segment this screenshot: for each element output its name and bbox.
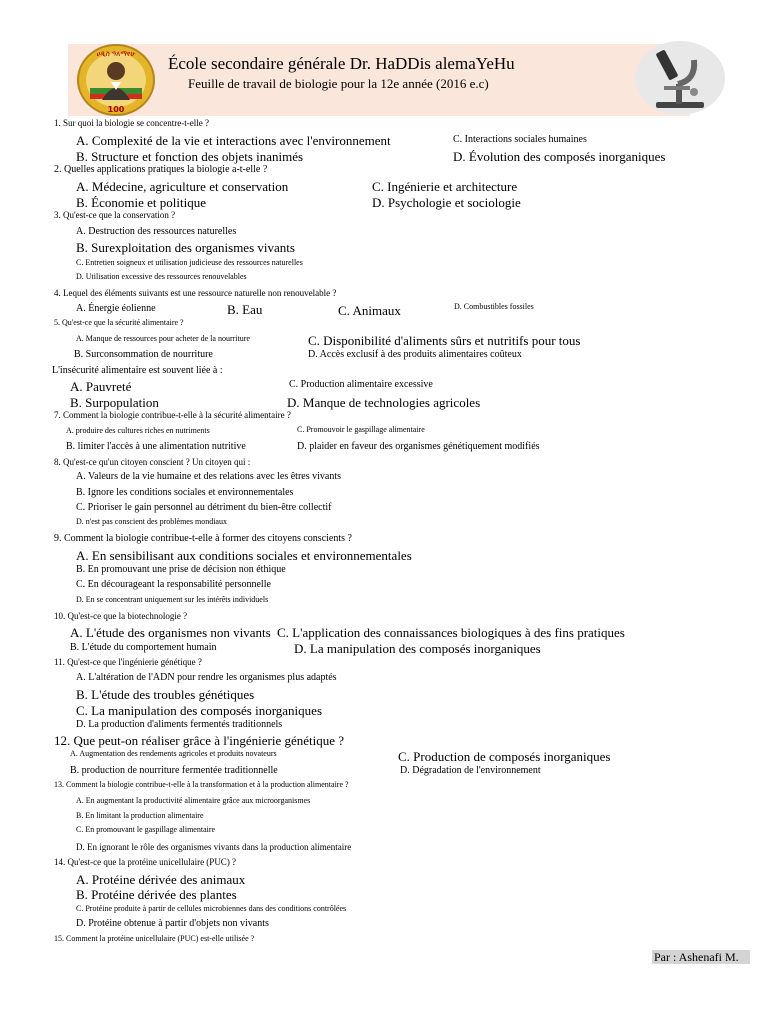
question-text: L'insécurité alimentaire est souvent liée à : <box>52 365 223 376</box>
answer-option: B. En limitant la production alimentaire <box>76 811 204 820</box>
answer-option: B. Surpopulation <box>70 395 159 410</box>
answer-option: C. En décourageant la responsabilité personnelle <box>76 579 271 590</box>
question-text: 12. Que peut-on réaliser grâce à l'ingénierie génétique ? <box>54 733 345 748</box>
answer-option: C. Protéine produite à partir de cellules microbiennes dans des conditions contrôlées <box>76 904 347 913</box>
answer-option: B. L'étude des troubles génétiques <box>76 687 255 702</box>
answer-option: A. L'altération de l'ADN pour rendre les organismes plus adaptés <box>76 672 337 683</box>
answer-option: A. En sensibilisant aux conditions sociales et environnementales <box>76 548 412 563</box>
answer-option: C. Entretien soigneux et utilisation judicieuse des ressources naturelles <box>76 258 303 267</box>
answer-option: B. L'étude du comportement humain <box>70 642 217 653</box>
answer-option: B. Économie et politique <box>76 195 206 210</box>
answer-option: D. Utilisation excessive des ressources renouvelables <box>76 272 247 281</box>
logo-top-text: ሀዲስ ዓለማየሁ <box>96 50 136 58</box>
question-text: 14. Qu'est-ce que la protéine unicellulaire (PUC) ? <box>54 857 237 867</box>
answer-option: D. La manipulation des composés inorganiques <box>294 641 541 656</box>
question-text: 3. Qu'est-ce que la conservation ? <box>54 210 176 220</box>
answer-option: A. Augmentation des rendements agricoles et produits novateurs <box>70 749 277 758</box>
answer-option: A. L'étude des organismes non vivants <box>70 625 271 640</box>
question-text: 4. Lequel des éléments suivants est une ressource naturelle non renouvelable ? <box>54 288 337 298</box>
answer-option: C. Ingénierie et architecture <box>372 179 518 194</box>
answer-option: B. Surexploitation des organismes vivants <box>76 240 295 255</box>
answer-option: C. Production alimentaire excessive <box>289 379 433 390</box>
microscope-icon <box>634 40 726 116</box>
answer-option: A. Manque de ressources pour acheter de la nourriture <box>76 334 250 343</box>
answer-option: D. En se concentrant uniquement sur les intérêts individuels <box>76 595 269 604</box>
question-text: 2. Quelles applications pratiques la biologie a-t-elle ? <box>54 164 268 175</box>
answer-option: C. Prioriser le gain personnel au détriment du bien-être collectif <box>76 502 332 513</box>
answer-option: C. Promouvoir le gaspillage alimentaire <box>297 425 425 434</box>
question-text: 1. Sur quoi la biologie se concentre-t-elle ? <box>54 118 209 128</box>
question-text: 10. Qu'est-ce que la biotechnologie ? <box>54 611 188 621</box>
question-text: 15. Comment la protéine unicellulaire (PUC) est-elle utilisée ? <box>54 934 255 943</box>
answer-option: D. plaider en faveur des organismes génétiquement modifiés <box>297 441 540 452</box>
answer-option: A. produire des cultures riches en nutriments <box>66 426 210 435</box>
answer-option: D. En ignorant le rôle des organismes vivants dans la production alimentaire <box>76 842 352 852</box>
answer-option: D. La production d'aliments fermentés traditionnels <box>76 719 283 730</box>
answer-option: D. Évolution des composés inorganiques <box>453 149 666 164</box>
answer-option: A. Complexité de la vie et interactions avec l'environnement <box>76 133 391 148</box>
school-logo <box>76 44 156 116</box>
school-title: École secondaire générale Dr. HaDDis alemaYeHu <box>168 54 515 73</box>
question-text: 9. Comment la biologie contribue-t-elle à former des citoyens conscients ? <box>54 533 352 544</box>
answer-option: A. Pauvreté <box>70 379 132 394</box>
worksheet-subtitle: Feuille de travail de biologie pour la 12e année (2016 e.c) <box>188 76 489 91</box>
answer-option: C. En promouvant le gaspillage alimentaire <box>76 825 216 834</box>
answer-option: D. n'est pas conscient des problèmes mondiaux <box>76 517 227 526</box>
answer-option: B. En promouvant une prise de décision non éthique <box>76 564 286 575</box>
answer-option: B. limiter l'accès à une alimentation nutritive <box>66 441 246 452</box>
answer-option: B. Surconsommation de nourriture <box>74 349 213 360</box>
answer-option: B. production de nourriture fermentée traditionnelle <box>70 765 278 776</box>
answer-option: C. Animaux <box>338 303 401 318</box>
question-text: 7. Comment la biologie contribue-t-elle à la sécurité alimentaire ? <box>54 410 291 420</box>
question-text: 8. Qu'est-ce qu'un citoyen conscient ? Un citoyen qui : <box>54 457 251 467</box>
answer-option: B. Structure et fonction des objets inanimés <box>76 149 304 164</box>
answer-option: D. Combustibles fossiles <box>454 302 534 311</box>
answer-option: C. Interactions sociales humaines <box>453 134 587 145</box>
question-text: 5. Qu'est-ce que la sécurité alimentaire ? <box>54 318 184 327</box>
answer-option: B. Protéine dérivée des plantes <box>76 887 237 902</box>
answer-option: D. Protéine obtenue à partir d'objets non vivants <box>76 918 269 929</box>
answer-option: A. Valeurs de la vie humaine et des relations avec les êtres vivants <box>76 471 342 482</box>
answer-option: A. Destruction des ressources naturelles <box>76 226 237 237</box>
answer-option: C. Disponibilité d'aliments sûrs et nutritifs pour tous <box>308 333 581 348</box>
answer-option: C. Production de composés inorganiques <box>398 749 611 764</box>
answer-option: B. Eau <box>227 302 263 317</box>
question-text: 13. Comment la biologie contribue-t-elle à la transformation et à la production alimentaire ? <box>54 780 349 789</box>
author-credit: Par : Ashenafi M. <box>652 950 750 964</box>
answer-option: D. Dégradation de l'environnement <box>400 765 541 776</box>
answer-option: C. L'application des connaissances biologiques à des fins pratiques <box>277 625 625 640</box>
answer-option: A. En augmentant la productivité alimentaire grâce aux microorganismes <box>76 796 311 805</box>
answer-option: A. Médecine, agriculture et conservation <box>76 179 289 194</box>
answer-option: B. Ignore les conditions sociales et environnementales <box>76 487 294 498</box>
answer-option: D. Psychologie et sociologie <box>372 195 521 210</box>
answer-option: A. Énergie éolienne <box>76 303 156 314</box>
answer-option: D. Accès exclusif à des produits alimentaires coûteux <box>308 349 522 360</box>
answer-option: C. La manipulation des composés inorganiques <box>76 703 322 718</box>
logo-bottom-text: 100 <box>107 105 125 114</box>
answer-option: D. Manque de technologies agricoles <box>287 395 481 410</box>
question-text: 11. Qu'est-ce que l'ingénierie génétique ? <box>54 657 202 667</box>
answer-option: A. Protéine dérivée des animaux <box>76 872 246 887</box>
